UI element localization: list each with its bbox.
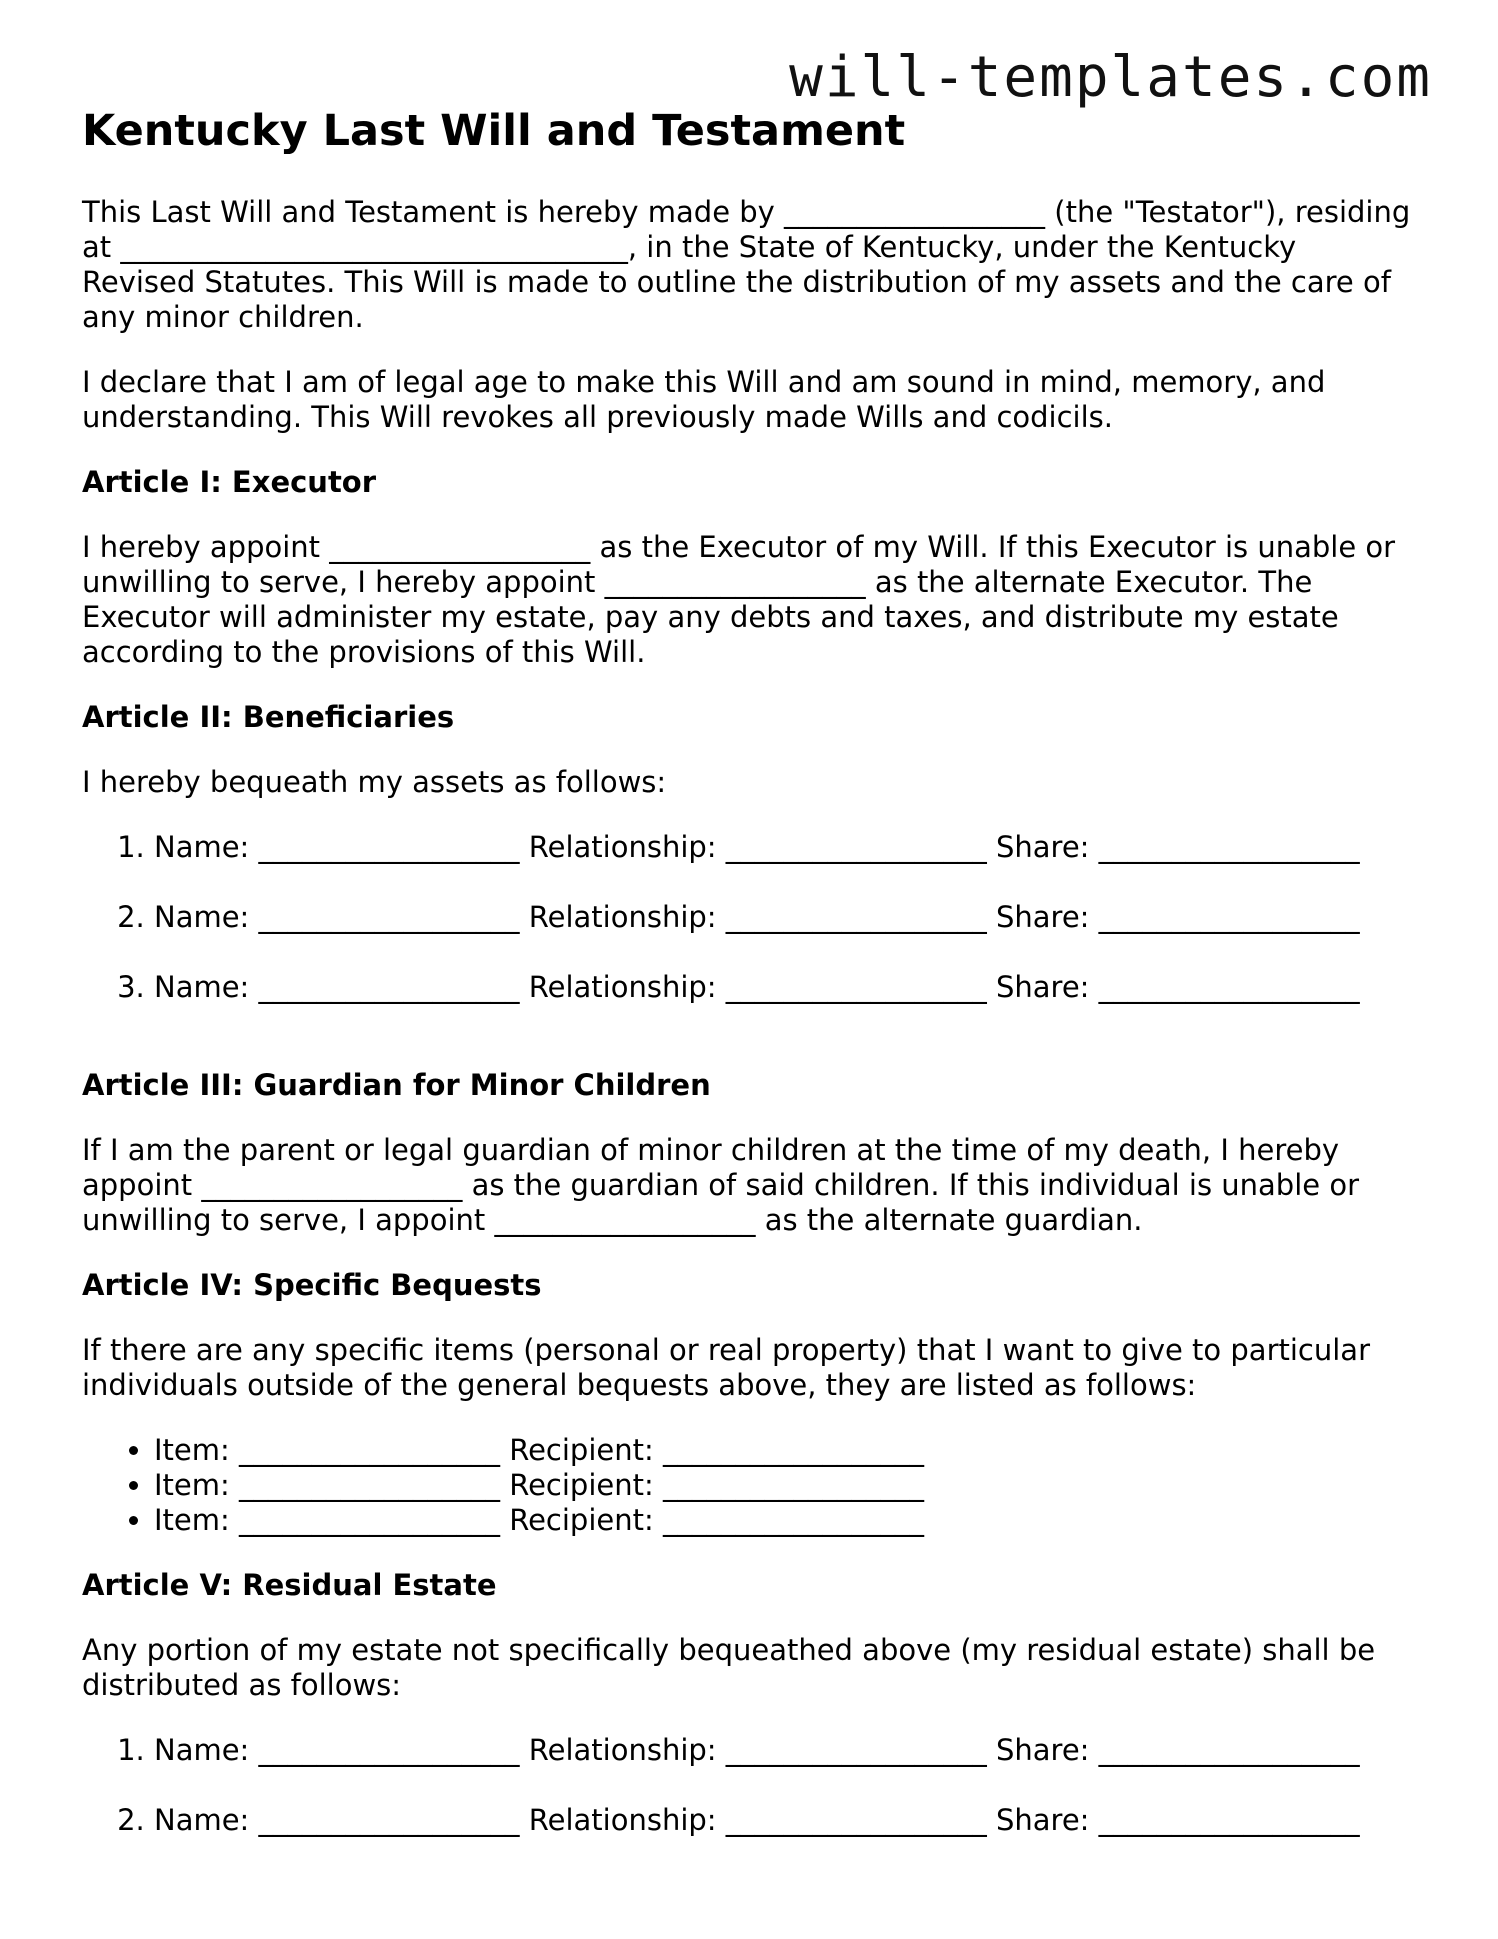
beneficiary-item: 2. Name: __________________ Relationship: __________________ Share: __________________: [154, 900, 1412, 970]
article-1-heading: Article I: Executor: [82, 465, 377, 499]
declaration-paragraph: I declare that I am of legal age to make this Will and am sound in mind, memory, and understanding. This Will revokes all previously made Wills and codicils.: [82, 365, 1326, 434]
residual-item: 1. Name: __________________ Relationship: __________________ Share: __________________: [154, 1733, 1412, 1803]
residual-list: [82, 1733, 1412, 1873]
beneficiary-list: [82, 830, 1412, 1040]
article-2-text: I hereby bequeath my assets as follows:: [82, 765, 667, 799]
article-5-text: Any portion of my estate not specifically bequeathed above (my residual estate) shall be distributed as follows:: [82, 1633, 1376, 1702]
beneficiary-item: 3. Name: __________________ Relationship: __________________ Share: __________________: [154, 970, 1412, 1040]
intro-paragraph: This Last Will and Testament is hereby made by __________________ (the "Testator"), residing at ___________________________________, in the State of Kentucky, under the Kentucky Revised Statutes. This Will is made to outline the distribution of my assets and the care of any minor children.: [82, 195, 1411, 334]
article-1-text: I hereby appoint __________________ as the Executor of my Will. If this Executor is unable or unwilling to serve, I hereby appoint __________________ as the alternate Executor. The Executor will administer my estate, pay any debts and taxes, and distribute my estate according to the provisions of this Will.: [82, 530, 1396, 669]
bequest-item: • Item: __________________ Recipient: __________________: [154, 1503, 1412, 1538]
watermark: will-templates.com: [789, 45, 1432, 110]
residual-item: 2. Name: __________________ Relationship: __________________ Share: __________________: [154, 1803, 1412, 1873]
bequest-item: • Item: __________________ Recipient: __________________: [154, 1433, 1412, 1468]
article-4-heading: Article IV: Specific Bequests: [82, 1268, 542, 1302]
article-2-heading: Article II: Beneficiaries: [82, 700, 455, 734]
article-5-heading: Article V: Residual Estate: [82, 1568, 497, 1602]
bequest-item: • Item: __________________ Recipient: __________________: [154, 1468, 1412, 1503]
article-3-heading: Article III: Guardian for Minor Children: [82, 1068, 711, 1102]
article-4-text: If there are any specific items (personal or real property) that I want to give to particular individuals outside of the general bequests above, they are listed as follows:: [82, 1333, 1370, 1402]
specific-bequest-list: [82, 1433, 1412, 1538]
document-body: [82, 105, 1412, 1901]
article-3-text: If I am the parent or legal guardian of minor children at the time of my death, I hereby appoint __________________ as the guardian of said children. If this individual is unable or unwilling to serve, I appoint __________________ as the alternate guardian.: [82, 1133, 1359, 1237]
beneficiary-item: 1. Name: __________________ Relationship: __________________ Share: __________________: [154, 830, 1412, 900]
document-title: Kentucky Last Will and Testament: [82, 106, 906, 156]
